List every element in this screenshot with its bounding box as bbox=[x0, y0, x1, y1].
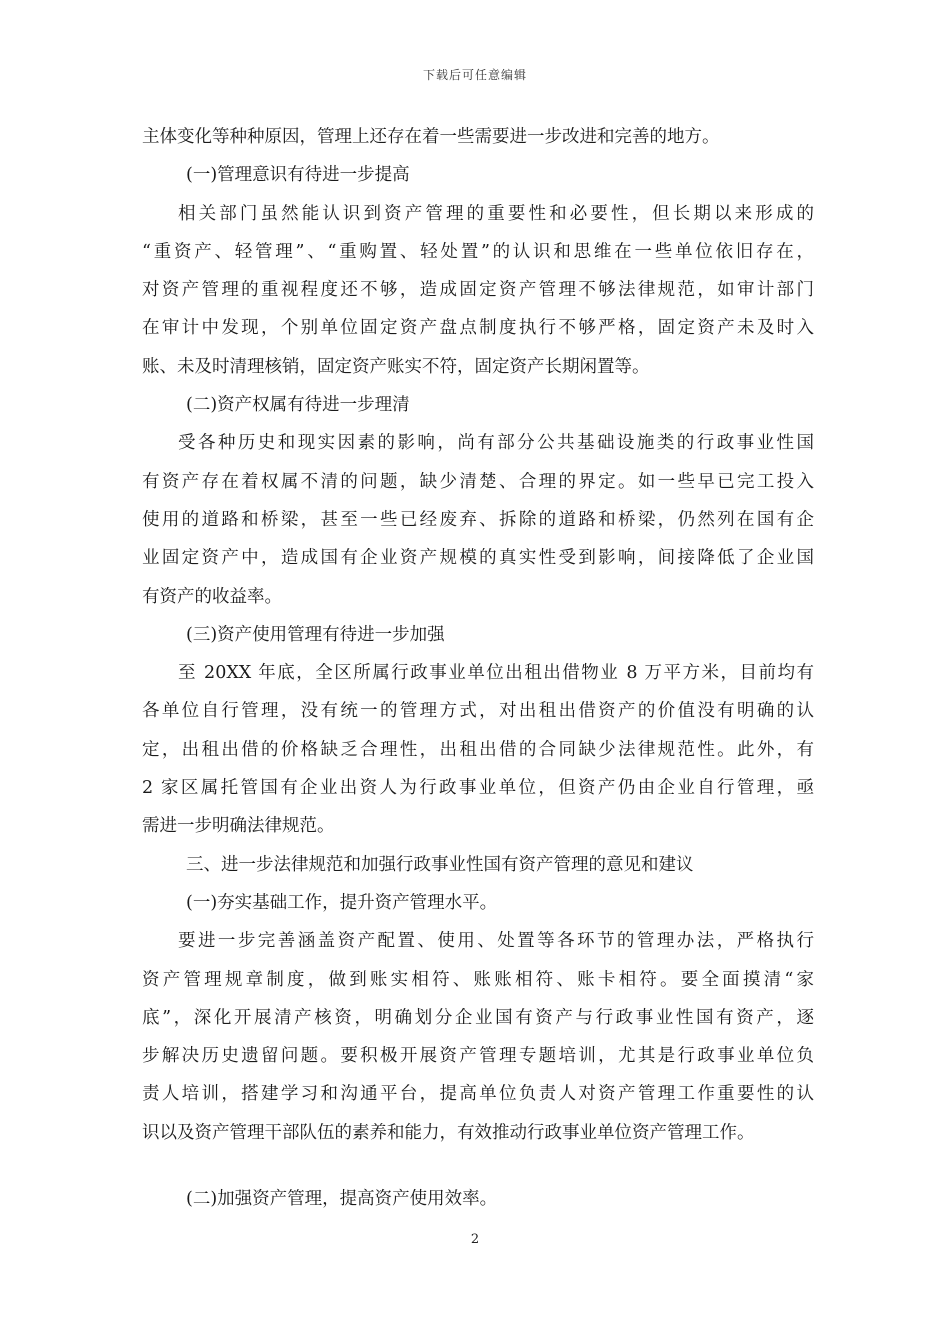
text-line: 业固定资产中，造成国有企业资产规模的真实性受到影响，间接降低了企业国 bbox=[142, 548, 814, 569]
page-header: 下载后可任意编辑 bbox=[422, 68, 527, 82]
text-line: (一)夯实基础工作，提升资产管理水平。 bbox=[186, 892, 498, 913]
text-line: 在审计中发现，个别单位固定资产盘点制度执行不够严格，固定资产未及时入 bbox=[142, 318, 814, 339]
text-line: 三、进一步法律规范和加强行政事业性国有资产管理的意见和建议 bbox=[186, 854, 694, 875]
text-line: 步解决历史遗留问题。要积极开展资产管理专题培训，尤其是行政事业单位负 bbox=[142, 1046, 814, 1067]
text-line: 各单位自行管理，没有统一的管理方式，对出租出借资产的价值没有明确的认 bbox=[142, 701, 814, 722]
text-line: 有资产存在着权属不清的问题，缺少清楚、合理的界定。如一些早已完工投入 bbox=[142, 471, 814, 492]
text-line: 识以及资产管理干部队伍的素养和能力，有效推动行政事业单位资产管理工作。 bbox=[142, 1122, 755, 1143]
text-line: 2 家区属托管国有企业出资人为行政事业单位，但资产仍由企业自行管理，亟 bbox=[142, 778, 814, 799]
text-line: “重资产、轻管理”、“重购置、轻处置”的认识和思维在一些单位依旧存在， bbox=[142, 241, 814, 262]
paragraph bbox=[142, 118, 814, 156]
paragraph bbox=[142, 424, 814, 615]
paragraph bbox=[142, 654, 814, 845]
document-body bbox=[142, 118, 814, 1218]
text-line: 底”，深化开展清产核资，明确划分企业国有资产与行政事业性国有资产，逐 bbox=[142, 1007, 814, 1028]
paragraph-gap bbox=[142, 1152, 814, 1180]
text-line: (二)加强资产管理，提高资产使用效率。 bbox=[186, 1189, 498, 1210]
text-line: 责人培训，搭建学习和沟通平台，提高单位负责人对资产管理工作重要性的认 bbox=[142, 1084, 814, 1105]
text-line: (一)管理意识有待进一步提高 bbox=[186, 165, 410, 186]
paragraph bbox=[142, 922, 814, 1152]
text-line: 对资产管理的重视程度还不够，造成固定资产管理不够法律规范，如审计部门 bbox=[142, 280, 814, 301]
text-line: 使用的道路和桥梁，甚至一些已经废弃、拆除的道路和桥梁，仍然列在国有企 bbox=[142, 509, 814, 530]
section-heading bbox=[142, 386, 814, 424]
paragraph bbox=[142, 195, 814, 386]
text-line: 主体变化等种种原因，管理上还存在着一些需要进一步改进和完善的地方。 bbox=[142, 127, 720, 147]
text-line: 受各种历史和现实因素的影响，尚有部分公共基础设施类的行政事业性国 bbox=[178, 433, 814, 454]
page-number: 2 bbox=[470, 1232, 480, 1247]
section-heading bbox=[142, 156, 814, 194]
text-line: 需进一步明确法律规范。 bbox=[142, 816, 335, 837]
section-heading bbox=[142, 616, 814, 654]
text-line: 账、未及时清理核销，固定资产账实不符，固定资产长期闲置等。 bbox=[142, 356, 650, 377]
section-heading bbox=[142, 884, 814, 922]
text-line: 至 20XX 年底，全区所属行政事业单位出租出借物业 8 万平方米，目前均有 bbox=[178, 663, 814, 684]
text-line: 有资产的收益率。 bbox=[142, 586, 282, 607]
text-line: 定，出租出借的价格缺乏合理性，出租出借的合同缺少法律规范性。此外，有 bbox=[142, 739, 814, 760]
text-line: (二)资产权属有待进一步理清 bbox=[186, 395, 410, 416]
text-line: (三)资产使用管理有待进一步加强 bbox=[186, 624, 445, 645]
text-line: 相关部门虽然能认识到资产管理的重要性和必要性，但长期以来形成的 bbox=[178, 203, 814, 224]
text-line: 资产管理规章制度，做到账实相符、账账相符、账卡相符。要全面摸清“家 bbox=[142, 969, 814, 990]
section-heading bbox=[142, 1180, 814, 1218]
text-line: 要进一步完善涵盖资产配置、使用、处置等各环节的管理办法，严格执行 bbox=[178, 931, 814, 952]
section-heading bbox=[142, 846, 814, 884]
